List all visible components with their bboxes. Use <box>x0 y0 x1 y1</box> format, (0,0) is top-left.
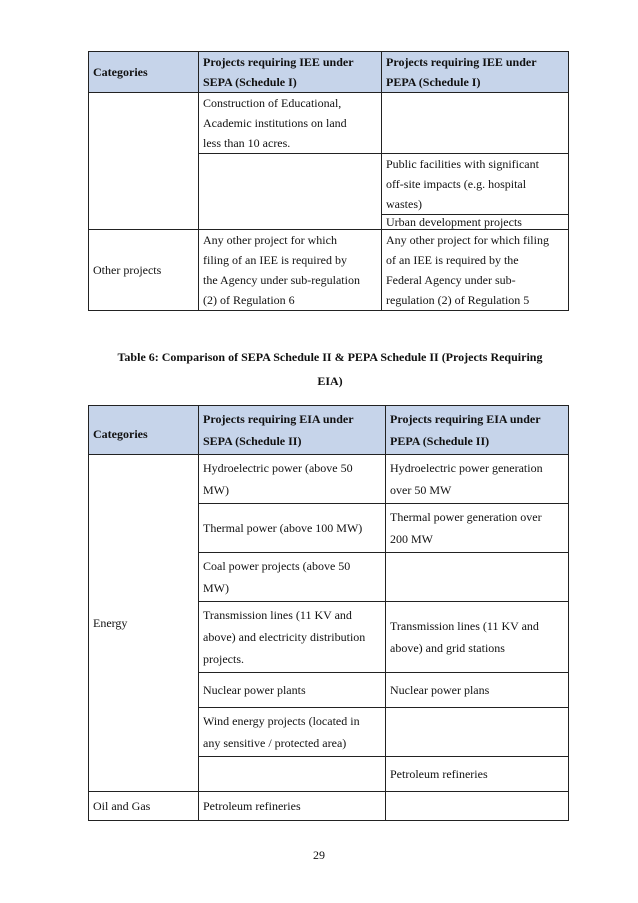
header-sepa-line2: SEPA (Schedule I) <box>203 75 297 89</box>
cell-line: Federal Agency under sub- <box>386 273 516 287</box>
header-categories: Categories <box>89 406 199 455</box>
header-sepa <box>199 52 382 93</box>
cell-line: off-site impacts (e.g. hospital <box>386 177 527 191</box>
header-pepa <box>382 52 569 93</box>
pepa-cell <box>382 215 569 230</box>
cell-line: Wind energy projects (located in <box>203 714 360 728</box>
cell-line: MW) <box>203 483 229 497</box>
category-cell: Energy <box>89 455 199 792</box>
cell-line: Any other project for which filing <box>386 233 549 247</box>
category-cell: Other projects <box>89 230 199 311</box>
header-categories: Categories <box>89 52 199 93</box>
header-pepa-line1: Projects requiring IEE under <box>386 55 537 69</box>
cell-line: Urban development projects <box>386 215 522 229</box>
pepa-cell <box>386 504 569 553</box>
pepa-cell <box>386 602 569 673</box>
cell-line: Hydroelectric power generation <box>390 461 543 475</box>
cell-line: projects. <box>203 652 244 666</box>
cell-line: filing of an IEE is required by <box>203 253 347 267</box>
sepa-cell <box>199 93 382 154</box>
header-sepa-line1: Projects requiring EIA under <box>203 412 354 426</box>
cell-line: 200 MW <box>390 532 433 546</box>
sepa-cell <box>199 154 382 230</box>
sepa-cell <box>199 757 386 792</box>
header-pepa-line1: Projects requiring EIA under <box>390 412 541 426</box>
sepa-cell <box>199 708 386 757</box>
header-pepa-line2: PEPA (Schedule II) <box>390 434 490 448</box>
cell-line: wastes) <box>386 197 422 211</box>
caption-line1: Table 6: Comparison of SEPA Schedule II & PEPA Schedule II (Projects Requiring <box>117 350 543 364</box>
page-number: 29 <box>313 848 325 862</box>
table-row <box>89 455 569 504</box>
cell-line: regulation (2) of Regulation 5 <box>386 293 530 307</box>
header-pepa-line2: PEPA (Schedule I) <box>386 75 481 89</box>
cell-line: Public facilities with significant <box>386 157 539 171</box>
pepa-cell <box>386 553 569 602</box>
table-header-row <box>89 406 569 455</box>
cell-line: Hydroelectric power (above 50 <box>203 461 353 475</box>
pepa-cell <box>382 154 569 215</box>
pepa-cell: Petroleum refineries <box>386 757 569 792</box>
pepa-cell <box>386 455 569 504</box>
table-caption <box>60 345 600 393</box>
cell-line: Academic institutions on land <box>203 116 347 130</box>
header-sepa <box>199 406 386 455</box>
eia-comparison-table <box>88 405 569 821</box>
cell-line: above) and electricity distribution <box>203 630 366 644</box>
cell-line: Transmission lines (11 KV and <box>390 619 539 633</box>
iee-comparison-table <box>88 51 569 311</box>
sepa-cell <box>199 230 382 311</box>
caption-line2: EIA) <box>317 374 343 388</box>
cell-line: of an IEE is required by the <box>386 253 519 267</box>
cell-line: Construction of Educational, <box>203 96 342 110</box>
pepa-cell <box>382 93 569 154</box>
table-row <box>89 792 569 821</box>
cell-line: the Agency under sub-regulation <box>203 273 360 287</box>
cell-line: MW) <box>203 581 229 595</box>
cell-line: (2) of Regulation 6 <box>203 293 295 307</box>
header-sepa-line1: Projects requiring IEE under <box>203 55 354 69</box>
sepa-cell <box>199 553 386 602</box>
cell-line: Any other project for which <box>203 233 337 247</box>
cell-line: Transmission lines (11 KV and <box>203 608 352 622</box>
category-cell: Oil and Gas <box>89 792 199 821</box>
cell-line: Thermal power generation over <box>390 510 542 524</box>
pepa-cell: Nuclear power plans <box>386 673 569 708</box>
table-header-row <box>89 52 569 93</box>
cell-line: above) and grid stations <box>390 641 505 655</box>
sepa-cell: Thermal power (above 100 MW) <box>199 504 386 553</box>
cell-line: over 50 MW <box>390 483 452 497</box>
cell-line: any sensitive / protected area) <box>203 736 347 750</box>
table-row <box>89 230 569 311</box>
header-sepa-line2: SEPA (Schedule II) <box>203 434 302 448</box>
pepa-cell <box>386 792 569 821</box>
category-cell <box>89 93 199 230</box>
cell-line: Coal power projects (above 50 <box>203 559 351 573</box>
cell-line: less than 10 acres. <box>203 136 291 150</box>
table-row <box>89 93 569 154</box>
pepa-cell <box>386 708 569 757</box>
sepa-cell <box>199 602 386 673</box>
sepa-cell: Petroleum refineries <box>199 792 386 821</box>
sepa-cell: Nuclear power plants <box>199 673 386 708</box>
sepa-cell <box>199 455 386 504</box>
header-pepa <box>386 406 569 455</box>
pepa-cell <box>382 230 569 311</box>
